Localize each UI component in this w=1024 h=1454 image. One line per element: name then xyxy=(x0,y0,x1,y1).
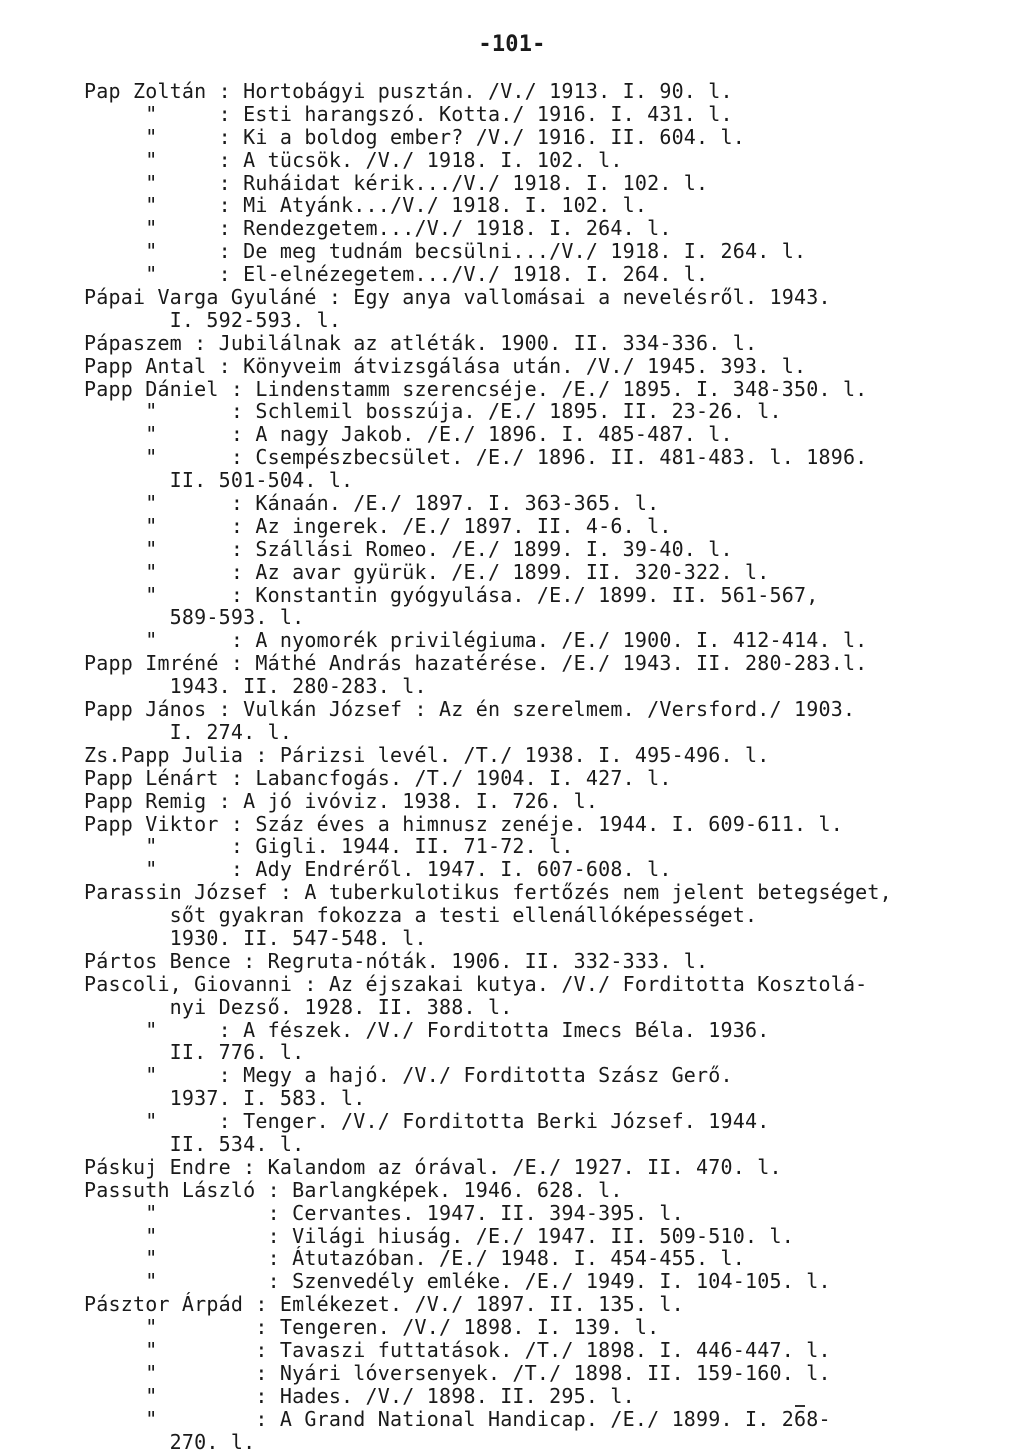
entry-line: " : Schlemil bosszúja. /E./ 1895. II. 23-26. l. xyxy=(84,399,782,424)
entry-line: Zs.Papp Julia : Párizsi levél. /T./ 1938. I. 495-496. l. xyxy=(84,742,770,767)
entry-line: nyi Dezső. 1928. II. 388. l. xyxy=(84,994,513,1019)
entry-line: " : Esti harangszó. Kotta./ 1916. I. 431. l. xyxy=(84,101,733,126)
entry-line: " : Nyári lóversenyek. /T./ 1898. II. 159-160. l. xyxy=(84,1360,831,1385)
entry-line: " : A nyomorék privilégiuma. /E./ 1900. I. 412-414. l. xyxy=(84,628,868,653)
entry-line: Pápai Varga Gyuláné : Egy anya vallomásai a nevelésről. 1943. xyxy=(84,285,831,310)
entry-line: " : A nagy Jakob. /E./ 1896. I. 485-487. l. xyxy=(84,422,733,447)
entry-line: I. 592-593. l. xyxy=(84,307,342,332)
entry-line: I. 274. l. xyxy=(84,719,293,744)
entry-line: " : A tücsök. /V./ 1918. I. 102. l. xyxy=(84,147,623,172)
entry-line: " : Ruháidat kérik.../V./ 1918. I. 102. l. xyxy=(84,170,709,195)
entry-line: " : Tenger. /V./ Forditotta Berki József. 1944. xyxy=(84,1109,770,1134)
entry-line: " : De meg tudnám becsülni.../V./ 1918. I. 264. l. xyxy=(84,239,807,264)
entry-line: " : Az ingerek. /E./ 1897. II. 4-6. l. xyxy=(84,513,672,538)
bibliography-entries xyxy=(84,80,964,1453)
entry-line: II. 501-504. l. xyxy=(84,468,354,493)
entry-line: Pásztor Árpád : Emlékezet. /V./ 1897. II. 135. l. xyxy=(84,1292,684,1317)
entry-line: 589-593. l. xyxy=(84,605,305,630)
entry-line: " : Szállási Romeo. /E./ 1899. I. 39-40. l. xyxy=(84,536,733,561)
entry-line: II. 534. l. xyxy=(84,1131,305,1156)
entry-line: " : Megy a hajó. /V./ Forditotta Szász Gerő. xyxy=(84,1063,733,1088)
stray-mark xyxy=(795,1405,805,1407)
entry-line: 1943. II. 280-283. l. xyxy=(84,674,427,699)
entry-line: " : Mi Atyánk.../V./ 1918. I. 102. l. xyxy=(84,193,648,218)
entry-line: Papp Remig : A jó ivóviz. 1938. I. 726. l. xyxy=(84,788,599,813)
entry-line: " : A Grand National Handicap. /E./ 1899. I. 268- xyxy=(84,1406,831,1431)
entry-line: " : Csempészbecsület. /E./ 1896. II. 481-483. l. 1896. xyxy=(84,445,868,470)
entry-line: " : Tengeren. /V./ 1898. I. 139. l. xyxy=(84,1315,660,1340)
entry-line: " : A fészek. /V./ Forditotta Imecs Béla. 1936. xyxy=(84,1017,770,1042)
entry-line: Papp János : Vulkán József : Az én szerelmem. /Versford./ 1903. xyxy=(84,697,856,722)
entry-line: " : Hades. /V./ 1898. II. 295. l. xyxy=(84,1383,635,1408)
entry-line: 1930. II. 547-548. l. xyxy=(84,925,427,950)
entry-line: " : Kánaán. /E./ 1897. I. 363-365. l. xyxy=(84,491,660,516)
entry-line: II. 776. l. xyxy=(84,1040,305,1065)
entry-line: " : Konstantin gyógyulása. /E./ 1899. II. 561-567, xyxy=(84,582,819,607)
entry-line: Parassin József : A tuberkulotikus fertőzés nem jelent betegséget, xyxy=(84,880,892,905)
entry-line: " : Gigli. 1944. II. 71-72. l. xyxy=(84,834,574,859)
entry-line: " : Ki a boldog ember? /V./ 1916. II. 604. l. xyxy=(84,124,746,149)
page-number: -101- xyxy=(478,32,546,57)
entry-line: Papp Lénárt : Labancfogás. /T./ 1904. I. 427. l. xyxy=(84,765,672,790)
entry-line: Passuth László : Barlangképek. 1946. 628. l. xyxy=(84,1177,623,1202)
entry-line: " : Ady Endréről. 1947. I. 607-608. l. xyxy=(84,857,672,882)
entry-line: " : Az avar gyürük. /E./ 1899. II. 320-322. l. xyxy=(84,559,770,584)
entry-line: Papp Antal : Könyveim átvizsgálása után. /V./ 1945. 393. l. xyxy=(84,353,807,378)
entry-line: " : Tavaszi futtatások. /T./ 1898. I. 446-447. l. xyxy=(84,1337,831,1362)
entry-line: Pascoli, Giovanni : Az éjszakai kutya. /V./ Forditotta Kosztolá- xyxy=(84,971,868,996)
entry-line: " : Átutazóban. /E./ 1948. I. 454-455. l. xyxy=(84,1246,746,1271)
entry-line: " : Cervantes. 1947. II. 394-395. l. xyxy=(84,1200,684,1225)
entry-line: Papp Dániel : Lindenstamm szerencséje. /E./ 1895. I. 348-350. l. xyxy=(84,376,868,401)
entry-line: " : El-elnézegetem.../V./ 1918. I. 264. l. xyxy=(84,262,709,287)
entry-line: Pártos Bence : Regruta-nóták. 1906. II. 332-333. l. xyxy=(84,948,709,973)
entry-line: Pap Zoltán : Hortobágyi pusztán. /V./ 1913. I. 90. l. xyxy=(84,79,733,103)
entry-line: 1937. I. 583. l. xyxy=(84,1086,366,1111)
entry-line: Pápaszem : Jubilálnak az atléták. 1900. II. 334-336. l. xyxy=(84,330,758,355)
entry-line: 270. l. xyxy=(84,1429,256,1454)
entry-line: " : Rendezgetem.../V./ 1918. I. 264. l. xyxy=(84,216,672,241)
entry-line: " : Szenvedély emléke. /E./ 1949. I. 104-105. l. xyxy=(84,1269,831,1294)
entry-line: Papp Imréné : Máthé András hazatérése. /E./ 1943. II. 280-283.l. xyxy=(84,651,868,676)
entry-line: sőt gyakran fokozza a testi ellenállóképességet. xyxy=(84,903,758,928)
entry-line: Páskuj Endre : Kalandom az órával. /E./ 1927. II. 470. l. xyxy=(84,1154,782,1179)
entry-line: " : Világi hiuság. /E./ 1947. II. 509-510. l. xyxy=(84,1223,794,1248)
entry-line: Papp Viktor : Száz éves a himnusz zenéje. 1944. I. 609-611. l. xyxy=(84,811,843,836)
